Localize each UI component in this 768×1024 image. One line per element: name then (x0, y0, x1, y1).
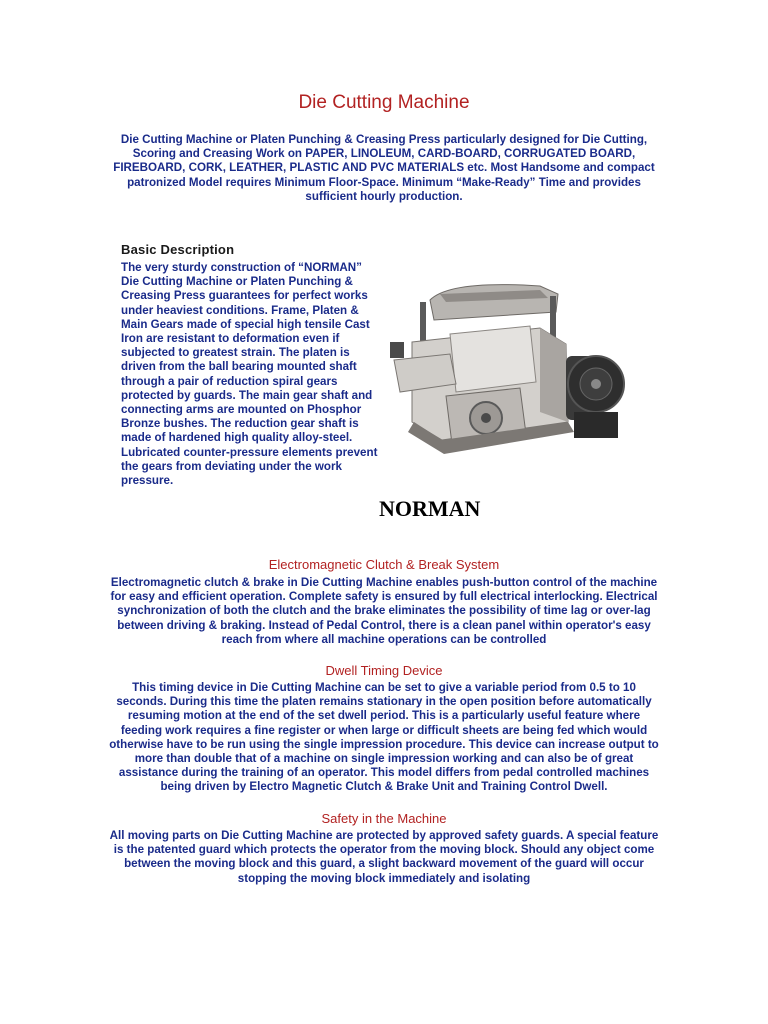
clutch-heading: Electromagnetic Clutch & Break System (268, 557, 500, 572)
page-title: Die Cutting Machine (298, 92, 470, 113)
safety-text: All moving parts on Die Cutting Machine are protected by approved safety guards. A special feature is the patented guard which protects the operator from the moving block. Should any object come between the moving block and this guard, a slight backward movement of the guard will occur stopping the moving block immediately and isolating (109, 829, 659, 885)
dwell-heading: Dwell Timing Device (325, 663, 443, 678)
dwell-text: This timing device in Die Cutting Machine can be set to give a variable period from 0.5 to 10 seconds. During this time the platen remains stationary in the open position before automatically resuming motion at the end of the set dwell period. This is a particularly useful feature where feeding work requires a fine register or when large or difficult sheets are being fed which would otherwise have to be run using the single impression procedure. This device can increase output to more than double that of a machine on single impression working and can also be of great assistance during the training of an operator. This model differs from pedal controlled machines being driven by Electro Magnetic Clutch & Brake Unit and Training Control Dwell. (109, 681, 659, 794)
brand-name: NORMAN (379, 496, 481, 521)
intro-paragraph: Die Cutting Machine or Platen Punching & Creasing Press particularly designed for Die Cutting, Scoring and Creasing Work on PAPER, LINOLEUM, CARD-BOARD, CORRUGATED BOARD, FIREBOARD, CORK, LEATHER, PLASTIC AND PVC MATERIALS etc. Most Handsome and compact patronized Model requires Minimum Floor-Space. Minimum “Make-Ready” Time and provides sufficient hourly production. (113, 133, 655, 203)
machine-top-frame (430, 285, 558, 320)
basic-description-heading: Basic Description (121, 242, 235, 257)
clutch-text: Electromagnetic clutch & brake in Die Cutting Machine enables push-button control of the machine for easy and efficient operation. Complete safety is ensured by full electrical interlocking. Electrical synchronization of both the clutch and the brake eliminates the possibility of time lag or over-lag between driving & braking. Instead of Pedal Control, there is a clean panel within operator's easy reach from where all machine operations can be controlled (110, 576, 658, 646)
machine-image (390, 272, 628, 482)
basic-description-text: The very sturdy construction of “NORMAN” Die Cutting Machine or Platen Punching & Creasing Press guarantees for perfect works under heaviest conditions. Frame, Platen & Main Gears made of special high tensile Cast Iron are resistant to deformation even if subjected to greatest strain. The platen is driven from the ball bearing mounted shaft through a pair of reduction spiral gears protected by guards. The main gear shaft and connecting arms are mounted on Phosphor Bronze bushes. The reduction gear shaft is made of hardened high quality alloy-steel. Lubricated counter-pressure elements prevent the gears from deviating under the work pressure. (121, 261, 378, 488)
machine-platen (450, 326, 536, 392)
safety-heading: Safety in the Machine (321, 811, 447, 826)
